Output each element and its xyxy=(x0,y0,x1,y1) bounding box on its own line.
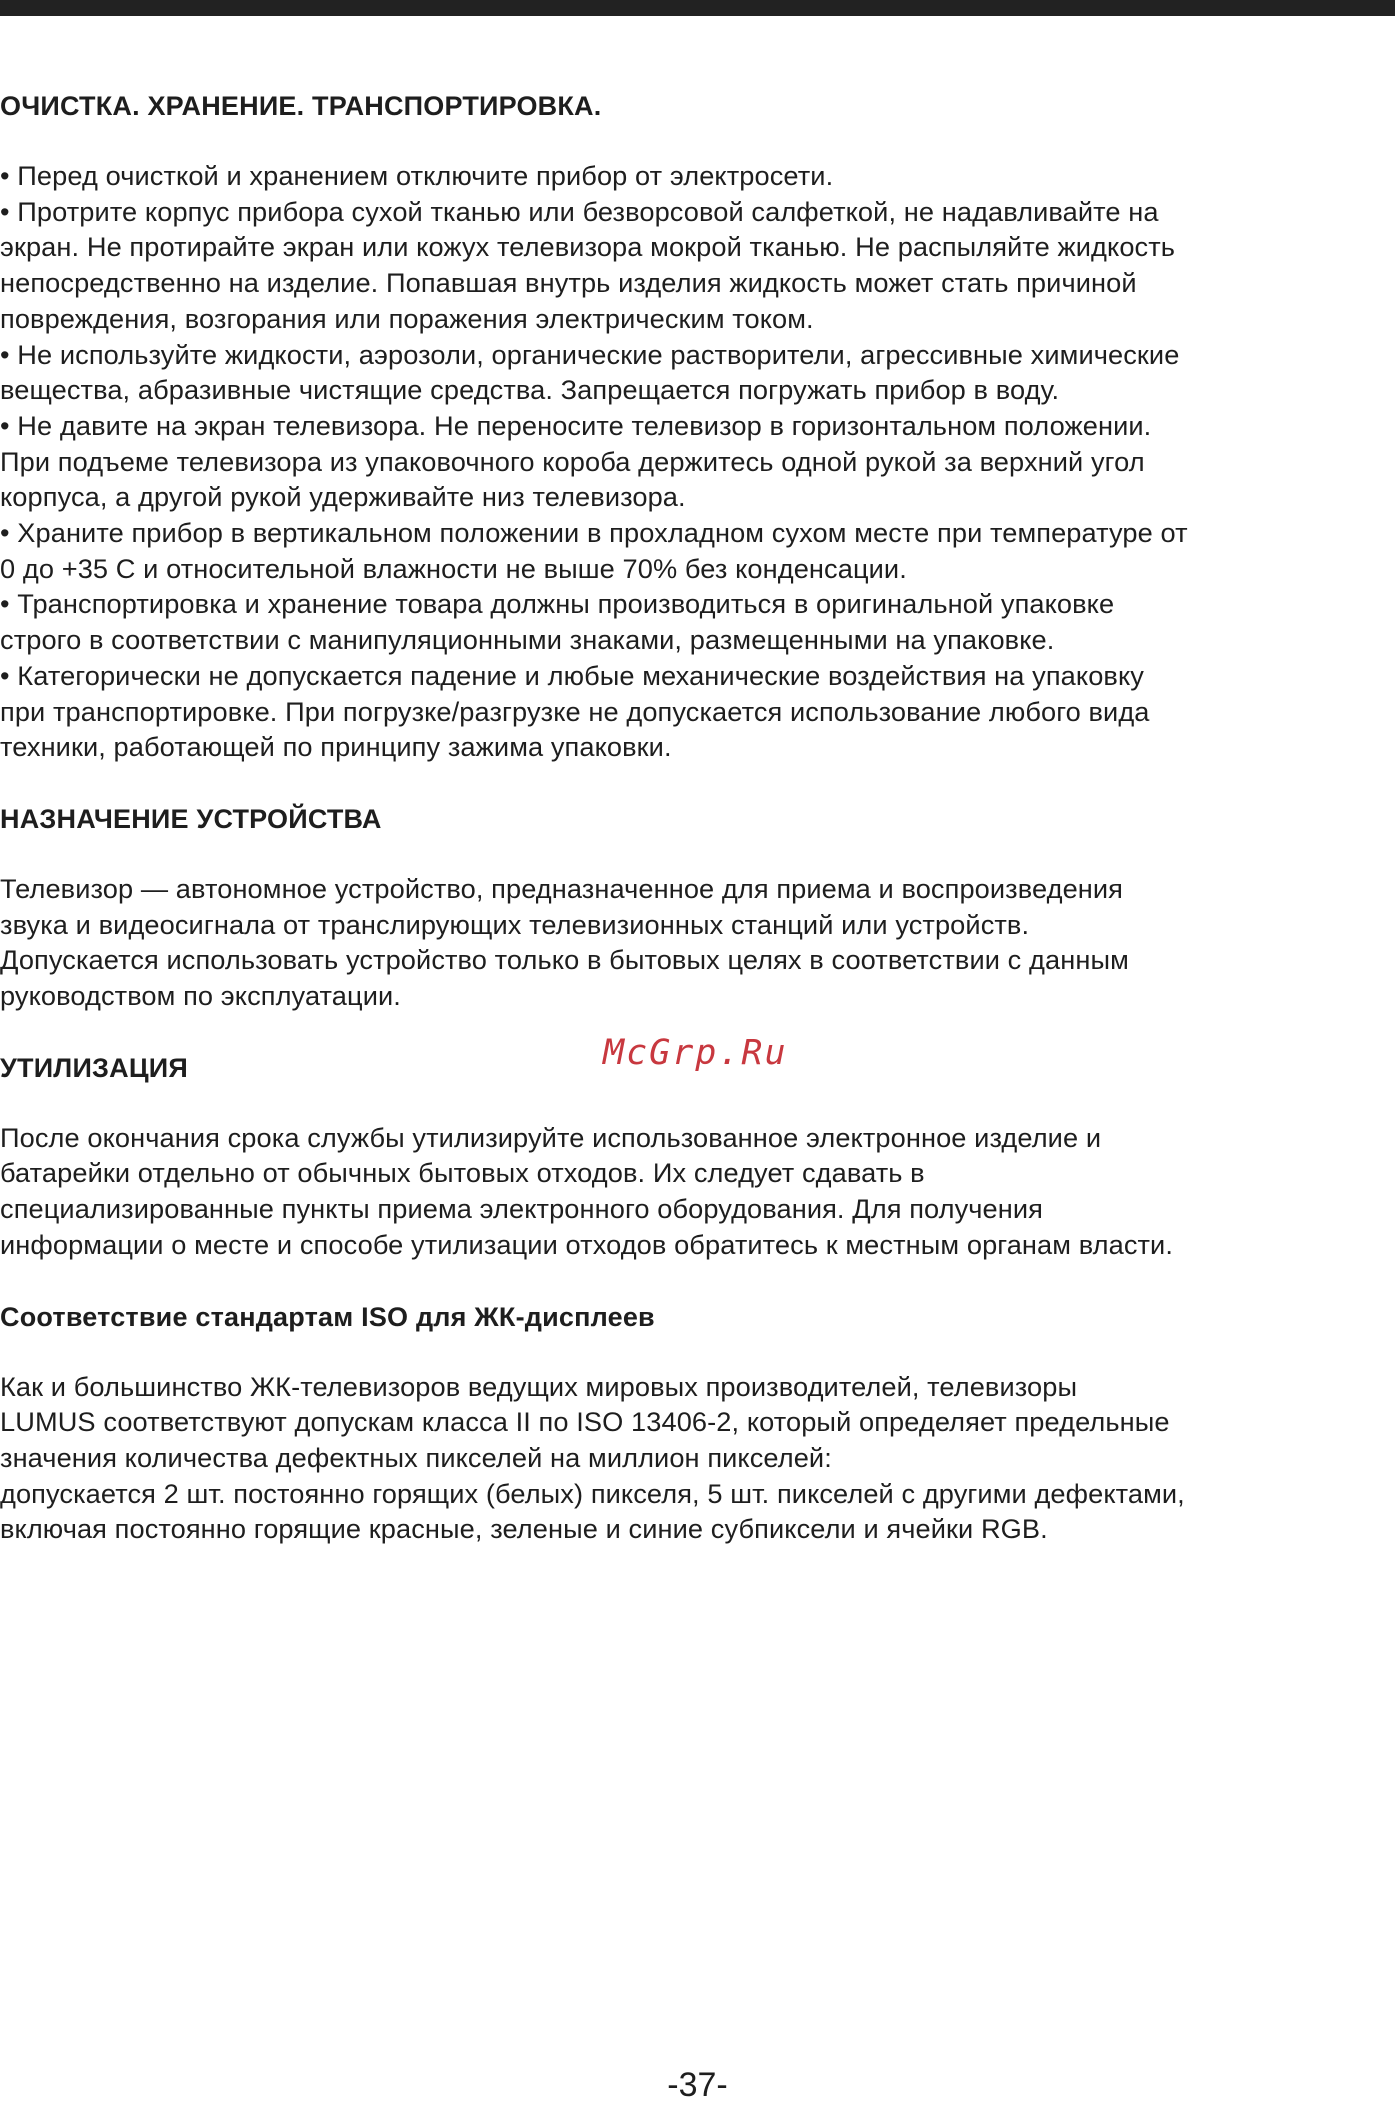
text-line: при транспортировке. При погрузке/разгрузке не допускается использование любого вида xyxy=(0,695,1150,727)
text-line: • Транспортировка и хранение товара должны производиться в оригинальной упаковке xyxy=(0,588,1115,620)
section-cleaning xyxy=(0,88,1390,765)
text-line: Как и большинство ЖК-телевизоров ведущих мировых производителей, телевизоры xyxy=(0,1370,1078,1402)
page-number: -37- xyxy=(667,2066,728,2104)
text-line: 0 до +35 С и относительной влажности не выше 70% без конденсации. xyxy=(0,552,907,584)
text-line: LUMUS соответствуют допускам класса II по ISO 13406-2, который определяет предельные xyxy=(0,1406,1170,1438)
section-purpose xyxy=(0,801,1390,1014)
text-line: • Категорически не допускается падение и любые механические воздействия на упаковку xyxy=(0,659,1144,691)
section-disposal xyxy=(0,1050,1390,1263)
text-line: После окончания срока службы утилизируйте использованное электронное изделие и xyxy=(0,1121,1102,1153)
text-line: При подъеме телевизора из упаковочного короба держитесь одной рукой за верхний угол xyxy=(0,445,1145,477)
text-line: значения количества дефектных пикселей на миллион пикселей: xyxy=(0,1441,832,1473)
text-line: экран. Не протирайте экран или кожух телевизора мокрой тканью. Не распыляйте жидкость xyxy=(0,231,1176,263)
iso-text xyxy=(0,1369,1390,1548)
top-bar xyxy=(0,0,1395,16)
text-line: включая постоянно горящие красные, зеленые и синие субпиксели и ячейки RGB. xyxy=(0,1513,1048,1545)
text-line: непосредственно на изделие. Попавшая внутрь изделия жидкость может стать причиной xyxy=(0,267,1137,299)
text-line: повреждения, возгорания или поражения электрическим током. xyxy=(0,302,814,334)
text-line: информации о месте и способе утилизации отходов обратитесь к местным органам власти. xyxy=(0,1228,1173,1260)
text-line: корпуса, а другой рукой удерживайте низ телевизора. xyxy=(0,481,686,513)
text-line: техники, работающей по принципу зажима упаковки. xyxy=(0,731,672,763)
watermark: McGrp.Ru xyxy=(603,1033,788,1073)
text-line: Допускается использовать устройство только в бытовых целях в соответствии с данным xyxy=(0,944,1129,976)
text-line: • Не используйте жидкости, аэрозоли, органические растворители, агрессивные химические xyxy=(0,338,1180,370)
heading-purpose: НАЗНАЧЕНИЕ УСТРОЙСТВА xyxy=(0,803,382,834)
text-line: батарейки отдельно от обычных бытовых отходов. Их следует сдавать в xyxy=(0,1157,925,1189)
text-line: вещества, абразивные чистящие средства. Запрещается погружать прибор в воду. xyxy=(0,374,1060,406)
document-body xyxy=(0,88,1390,1547)
purpose-text xyxy=(0,871,1390,1014)
text-line: допускается 2 шт. постоянно горящих (белых) пикселя, 5 шт. пикселей с другими дефектами, xyxy=(0,1477,1185,1509)
text-line: • Храните прибор в вертикальном положении в прохладном сухом месте при температуре от xyxy=(0,517,1188,549)
text-line: • Перед очисткой и хранением отключите прибор от электросети. xyxy=(0,160,834,191)
text-line: руководством по эксплуатации. xyxy=(0,980,401,1012)
heading-iso: Соответствие стандартам ISO для ЖК-дисплеев xyxy=(0,1301,655,1332)
text-line: • Протрите корпус прибора сухой тканью или безворсовой салфеткой, не надавливайте на xyxy=(0,195,1159,227)
text-line: специализированные пункты приема электронного оборудования. Для получения xyxy=(0,1193,1043,1225)
text-line: звука и видеосигнала от транслирующих телевизионных станций или устройств. xyxy=(0,908,1030,940)
heading-cleaning: ОЧИСТКА. ХРАНЕНИЕ. ТРАНСПОРТИРОВКА. xyxy=(0,91,602,121)
cleaning-text xyxy=(0,158,1390,765)
text-line: строго в соответствии с манипуляционными знаками, размещенными на упаковке. xyxy=(0,624,1055,656)
disposal-text xyxy=(0,1120,1390,1263)
text-line: • Не давите на экран телевизора. Не переносите телевизор в горизонтальном положении. xyxy=(0,409,1152,441)
heading-disposal: УТИЛИЗАЦИЯ xyxy=(0,1052,188,1083)
text-line: Телевизор — автономное устройство, предназначенное для приема и воспроизведения xyxy=(0,872,1124,904)
section-iso xyxy=(0,1299,1390,1548)
